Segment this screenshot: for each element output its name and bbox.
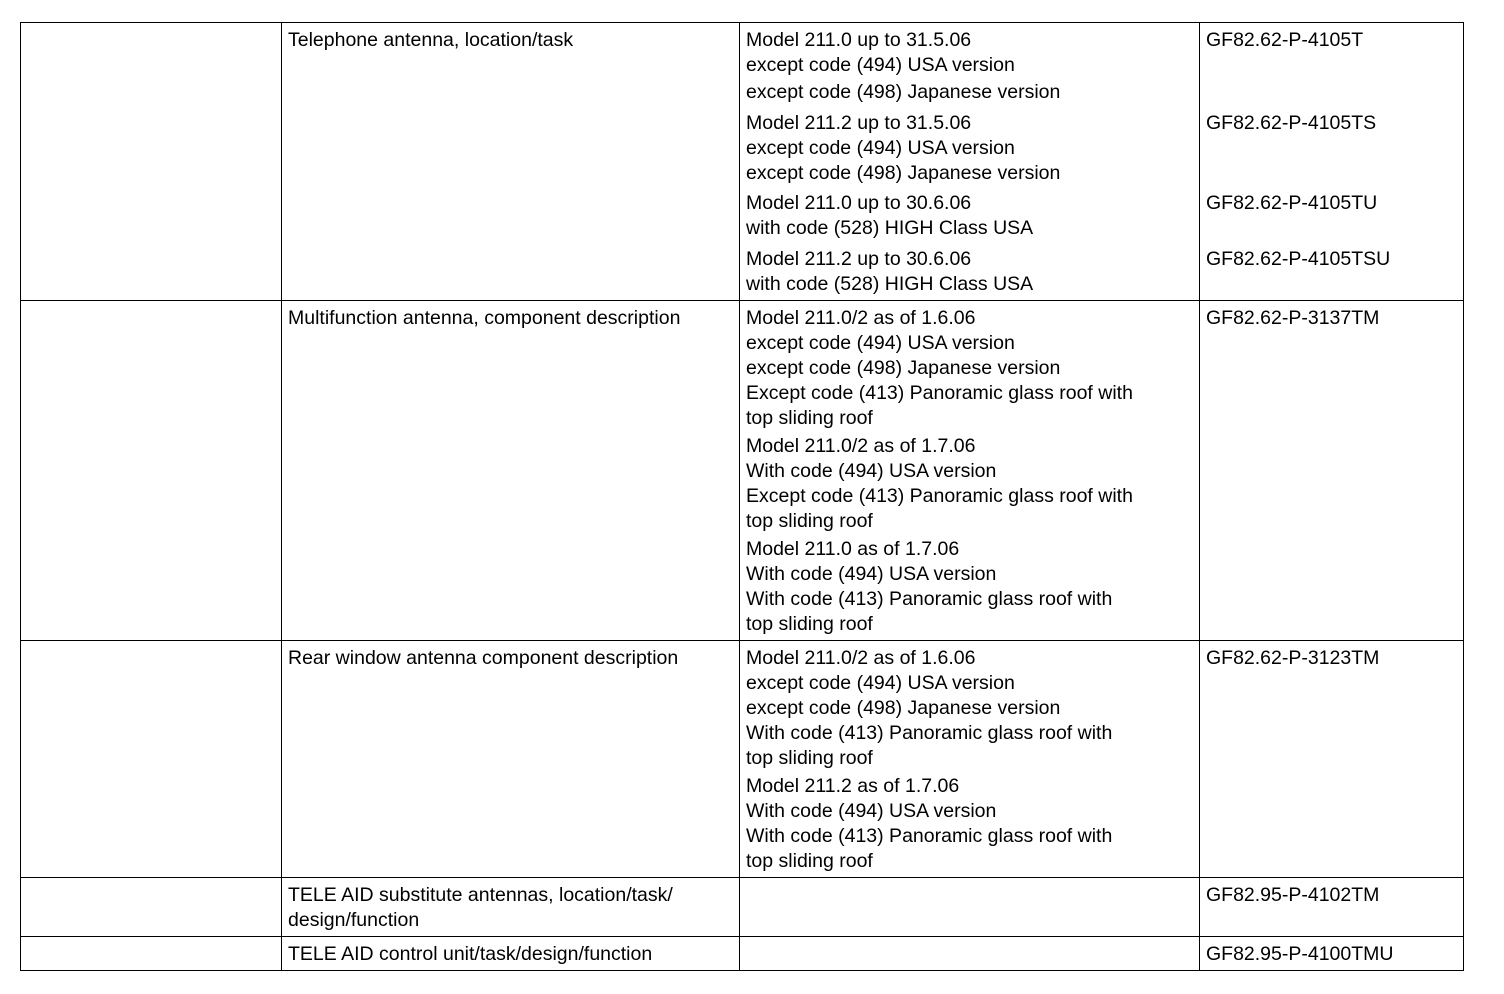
- table-row: [21, 301, 1464, 641]
- group-cell: [21, 878, 282, 937]
- validity-block: [746, 537, 1193, 637]
- validity-line: except code (494) USA version: [746, 332, 1015, 354]
- validity-line: top sliding roof: [746, 510, 873, 532]
- validity-block: [746, 247, 1193, 297]
- document-title: TELE AID control unit/task/design/function: [288, 943, 653, 965]
- validity-line: except code (498) Japanese version: [746, 357, 1061, 379]
- document-title-cell: [282, 878, 740, 937]
- validity-line: with code (528) HIGH Class USA: [746, 273, 1034, 295]
- validity-line: With code (413) Panoramic glass roof with: [746, 825, 1113, 847]
- document-code: GF82.62-P-3123TM: [1206, 647, 1380, 669]
- validity-cell: [740, 23, 1200, 301]
- document-code: GF82.95-P-4102TM: [1206, 884, 1380, 906]
- validity-line: Model 211.2 up to 31.5.06: [746, 112, 972, 134]
- table-row: [21, 878, 1464, 937]
- document-title: Telephone antenna, location/task: [288, 29, 574, 51]
- validity-line: top sliding roof: [746, 407, 873, 429]
- validity-line: except code (494) USA version: [746, 54, 1015, 76]
- table-row: [21, 937, 1464, 971]
- validity-block: [746, 306, 1193, 431]
- group-cell: [21, 641, 282, 878]
- validity-line: With code (494) USA version: [746, 563, 997, 585]
- validity-block: [746, 646, 1193, 771]
- validity-line: Model 211.2 as of 1.7.06: [746, 775, 960, 797]
- document-code-cell: [1200, 301, 1464, 641]
- document-title: Multifunction antenna, component description: [288, 307, 681, 329]
- validity-line: With code (413) Panoramic glass roof with: [746, 588, 1113, 610]
- table-row: [21, 641, 1464, 878]
- group-cell: [21, 301, 282, 641]
- validity-line: top sliding roof: [746, 613, 873, 635]
- document-code: GF82.62-P-4105T: [1206, 29, 1364, 51]
- document-code: GF82.62-P-4105TS: [1206, 112, 1377, 134]
- document-title: Rear window antenna component description: [288, 647, 679, 669]
- validity-line: With code (413) Panoramic glass roof with: [746, 722, 1113, 744]
- document-title-cell: [282, 641, 740, 878]
- validity-line: except code (498) Japanese version: [746, 81, 1061, 103]
- validity-cell: [740, 878, 1200, 937]
- group-cell: [21, 937, 282, 971]
- validity-line: Model 211.0 as of 1.7.06: [746, 538, 960, 560]
- document-code-cell: [1200, 878, 1464, 937]
- validity-block: [746, 28, 1193, 105]
- validity-line: Model 211.0/2 as of 1.6.06: [746, 307, 976, 329]
- validity-cell: [740, 641, 1200, 878]
- validity-line: Except code (413) Panoramic glass roof with: [746, 485, 1133, 507]
- validity-block: [746, 774, 1193, 874]
- document-code: GF82.95-P-4100TMU: [1206, 943, 1394, 965]
- validity-line: Model 211.2 up to 30.6.06: [746, 248, 972, 270]
- validity-line: top sliding roof: [746, 747, 873, 769]
- document-title: TELE AID substitute antennas, location/task/ design/function: [288, 884, 673, 931]
- validity-line: Model 211.0/2 as of 1.6.06: [746, 647, 976, 669]
- document-code: GF82.62-P-3137TM: [1206, 307, 1380, 329]
- document-table: [20, 22, 1464, 971]
- validity-line: Model 211.0 up to 31.5.06: [746, 29, 972, 51]
- document-code-cell: [1200, 937, 1464, 971]
- validity-line: Model 211.0 up to 30.6.06: [746, 192, 972, 214]
- validity-line: Except code (413) Panoramic glass roof with: [746, 382, 1133, 404]
- document-code-cell: [1200, 641, 1464, 878]
- document-code: GF82.62-P-4105TSU: [1206, 248, 1391, 270]
- validity-block: [746, 191, 1193, 241]
- document-code-cell: [1200, 23, 1464, 301]
- validity-line: Model 211.0/2 as of 1.7.06: [746, 435, 976, 457]
- group-cell: [21, 23, 282, 301]
- validity-block: [746, 434, 1193, 534]
- validity-line: With code (494) USA version: [746, 800, 997, 822]
- validity-line: except code (498) Japanese version: [746, 162, 1061, 184]
- validity-cell: [740, 301, 1200, 641]
- table-row: [21, 23, 1464, 301]
- validity-line: except code (494) USA version: [746, 672, 1015, 694]
- validity-cell: [740, 937, 1200, 971]
- document-title-cell: [282, 301, 740, 641]
- validity-line: With code (494) USA version: [746, 460, 997, 482]
- validity-line: except code (494) USA version: [746, 137, 1015, 159]
- validity-line: except code (498) Japanese version: [746, 697, 1061, 719]
- validity-block: [746, 111, 1193, 186]
- document-code: GF82.62-P-4105TU: [1206, 192, 1378, 214]
- validity-line: top sliding roof: [746, 850, 873, 872]
- validity-line: with code (528) HIGH Class USA: [746, 217, 1034, 239]
- document-title-cell: [282, 23, 740, 301]
- document-title-cell: [282, 937, 740, 971]
